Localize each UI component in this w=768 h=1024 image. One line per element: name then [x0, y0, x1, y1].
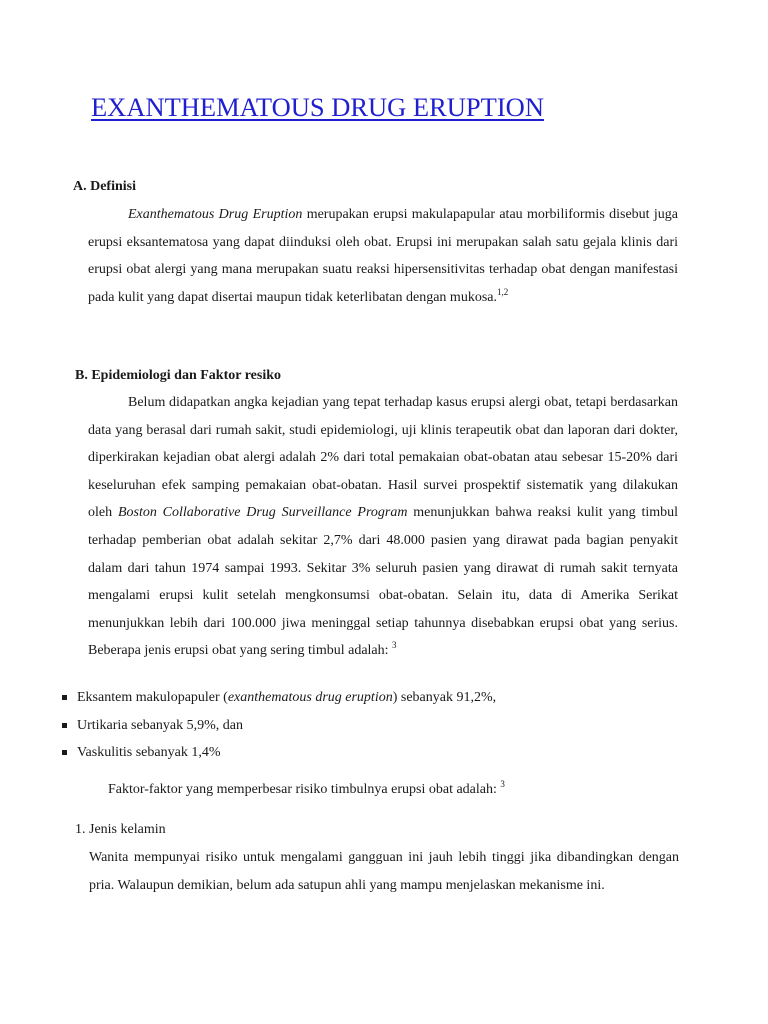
definition-reference: 1,2	[497, 286, 509, 297]
list-item: Urtikaria sebanyak 5,9%, dan	[62, 712, 496, 740]
section-b-paragraph	[88, 389, 678, 665]
document-title: EXANTHEMATOUS DRUG ERUPTION	[91, 92, 544, 122]
section-a-paragraph	[88, 201, 678, 311]
epidemiology-text-1: Belum didapatkan angka kejadian yang tepat terhadap kasus erupsi alergi obat, tetapi berdasarkan data yang berasal dari rumah sakit, studi epidemiologi, uji klinis terapeutik obat dan laporan dari dokter, diperkirakan kejadian obat alergi adalah 2% dari total pemakaian obat-obatan atau sebesar 15-20% dari keseluruhan efek samping pemakaian obat-obatan. Hasil survei prospektif sistematik yang dilakukan oleh	[88, 395, 678, 521]
risk-factors-intro: Faktor-faktor yang memperbesar risiko timbulnya erupsi obat adalah: $^3$	[108, 779, 505, 797]
list-item: Eksantem makulopapuler (exanthematous drug eruption) sebanyak 91,2%,	[62, 684, 496, 712]
list-item: Vaskulitis sebanyak 1,4%	[62, 739, 496, 767]
section-b-heading: B. Epidemiologi dan Faktor resiko	[75, 368, 282, 383]
factor-1-text: Wanita mempunyai risiko untuk mengalami gangguan ini jauh lebih tinggi jika dibandingkan dengan pria. Walaupun demikian, belum ada satupun ahli yang mampu menjelaskan mekanisme ini.	[89, 850, 679, 893]
eruption-type-list	[62, 684, 496, 767]
section-a-heading: A. Definisi	[73, 179, 136, 194]
definition-text: merupakan erupsi makulapapular atau morbiliformis disebut juga erupsi eksantematosa yang dapat diinduksi oleh obat. Erupsi ini merupakan salah satu gejala klinis dari erupsi obat alergi yang mana merupakan suatu reaksi hipersensitivitas terhadap obat dengan manifestasi pada kulit yang dapat disertai maupun tidak keterlibatan dengan mukosa.	[88, 207, 679, 305]
definition-term: Exanthematous Drug Eruption	[128, 207, 303, 222]
program-name: Boston Collaborative Drug Surveillance Program	[117, 505, 408, 521]
epidemiology-reference: 3	[392, 640, 397, 651]
epidemiology-text-2: menunjukkan bahwa reaksi kulit yang timbul terhadap pemberian obat adalah sekitar 2,7% dari 48.000 pasien yang dirawat pada bagian penyakit dalam dari tahun 1974 sampai 1993. Sekitar 3% seluruh pasien yang dirawat di rumah sakit ternyata mengalami erupsi kulit setelah mengkonsumsi obat-obatan. Selain itu, data di Amerika Serikat menunjukkan lebih dari 100.000 jiwa meninggal setiap tahunnya disebabkan erupsi obat yang serius. Beberapa jenis erupsi obat yang sering timbul adalah:	[88, 505, 679, 659]
factor-1-heading: 1. Jenis kelamin	[75, 822, 166, 837]
